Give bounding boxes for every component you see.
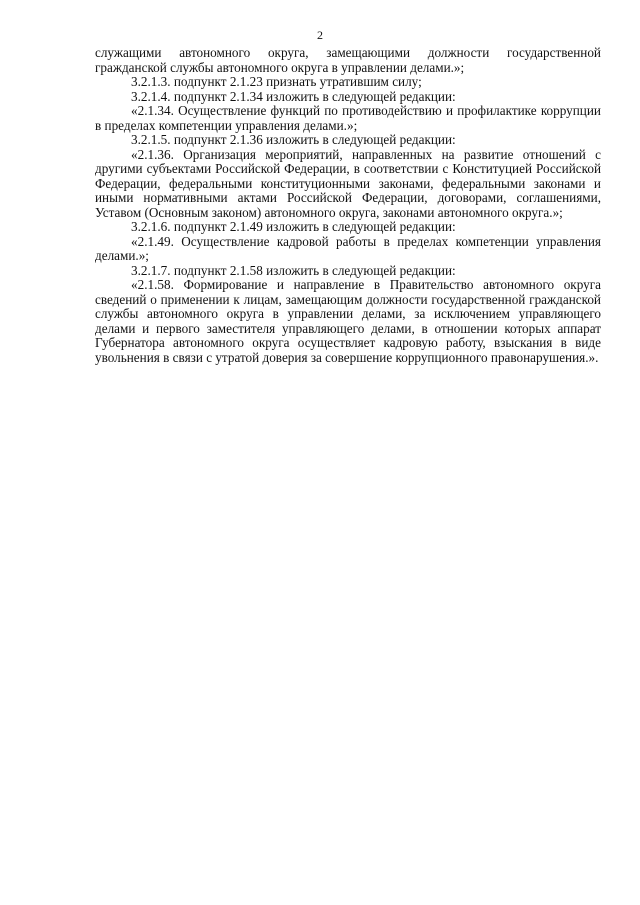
paragraph-2-1-58: «2.1.58. Формирование и направление в Правительство автономного округа сведений о применении к лицам, замещающим должности государственной гражданской службы автономного округа в управлении делами, за исключением управляющего делами и первого заместителя управляющего делами, в отношении которых аппарат Губернатора автономного округа осуществляет кадровую работу, взыскания в виде увольнения в связи с утратой доверия за совершение коррупционного правонарушения.». — [95, 277, 601, 365]
paragraph-2-1-34: «2.1.34. Осуществление функций по противодействию и профилактике коррупции в пределах компетенции управления делами.»; — [95, 103, 601, 133]
paragraph-3-2-1-3: 3.2.1.3. подпункт 2.1.23 признать утратившим силу; — [131, 74, 422, 89]
page-number: 2 — [317, 28, 323, 42]
paragraph-3-2-1-4: 3.2.1.4. подпункт 2.1.34 изложить в следующей редакции: — [131, 88, 456, 104]
paragraph-3-2-1-6: 3.2.1.6. подпункт 2.1.49 изложить в следующей редакции: — [131, 219, 456, 234]
document-body — [95, 46, 601, 365]
paragraph-3-2-1-5: 3.2.1.5. подпункт 2.1.36 изложить в следующей редакции: — [131, 132, 456, 147]
paragraph-continuation: служащими автономного округа, замещающими должности государственной гражданской службы автономного округа в управлении делами.»; — [95, 45, 601, 75]
paragraph-3-2-1-7: 3.2.1.7. подпункт 2.1.58 изложить в следующей редакции: — [131, 262, 456, 278]
paragraph-2-1-36: «2.1.36. Организация мероприятий, направленных на развитие отношений с другими субъектами Российской Федерации, в соответствии с Конституцией Российской Федерации, федеральными конституционными законами, федеральными законами и иными нормативными актами Российской Федерации, договорами, соглашениями, Уставом (Основным законом) автономного округа, законами автономного округа.»; — [95, 146, 601, 220]
paragraph-2-1-49: «2.1.49. Осуществление кадровой работы в пределах компетенции управления делами.»; — [95, 233, 601, 263]
